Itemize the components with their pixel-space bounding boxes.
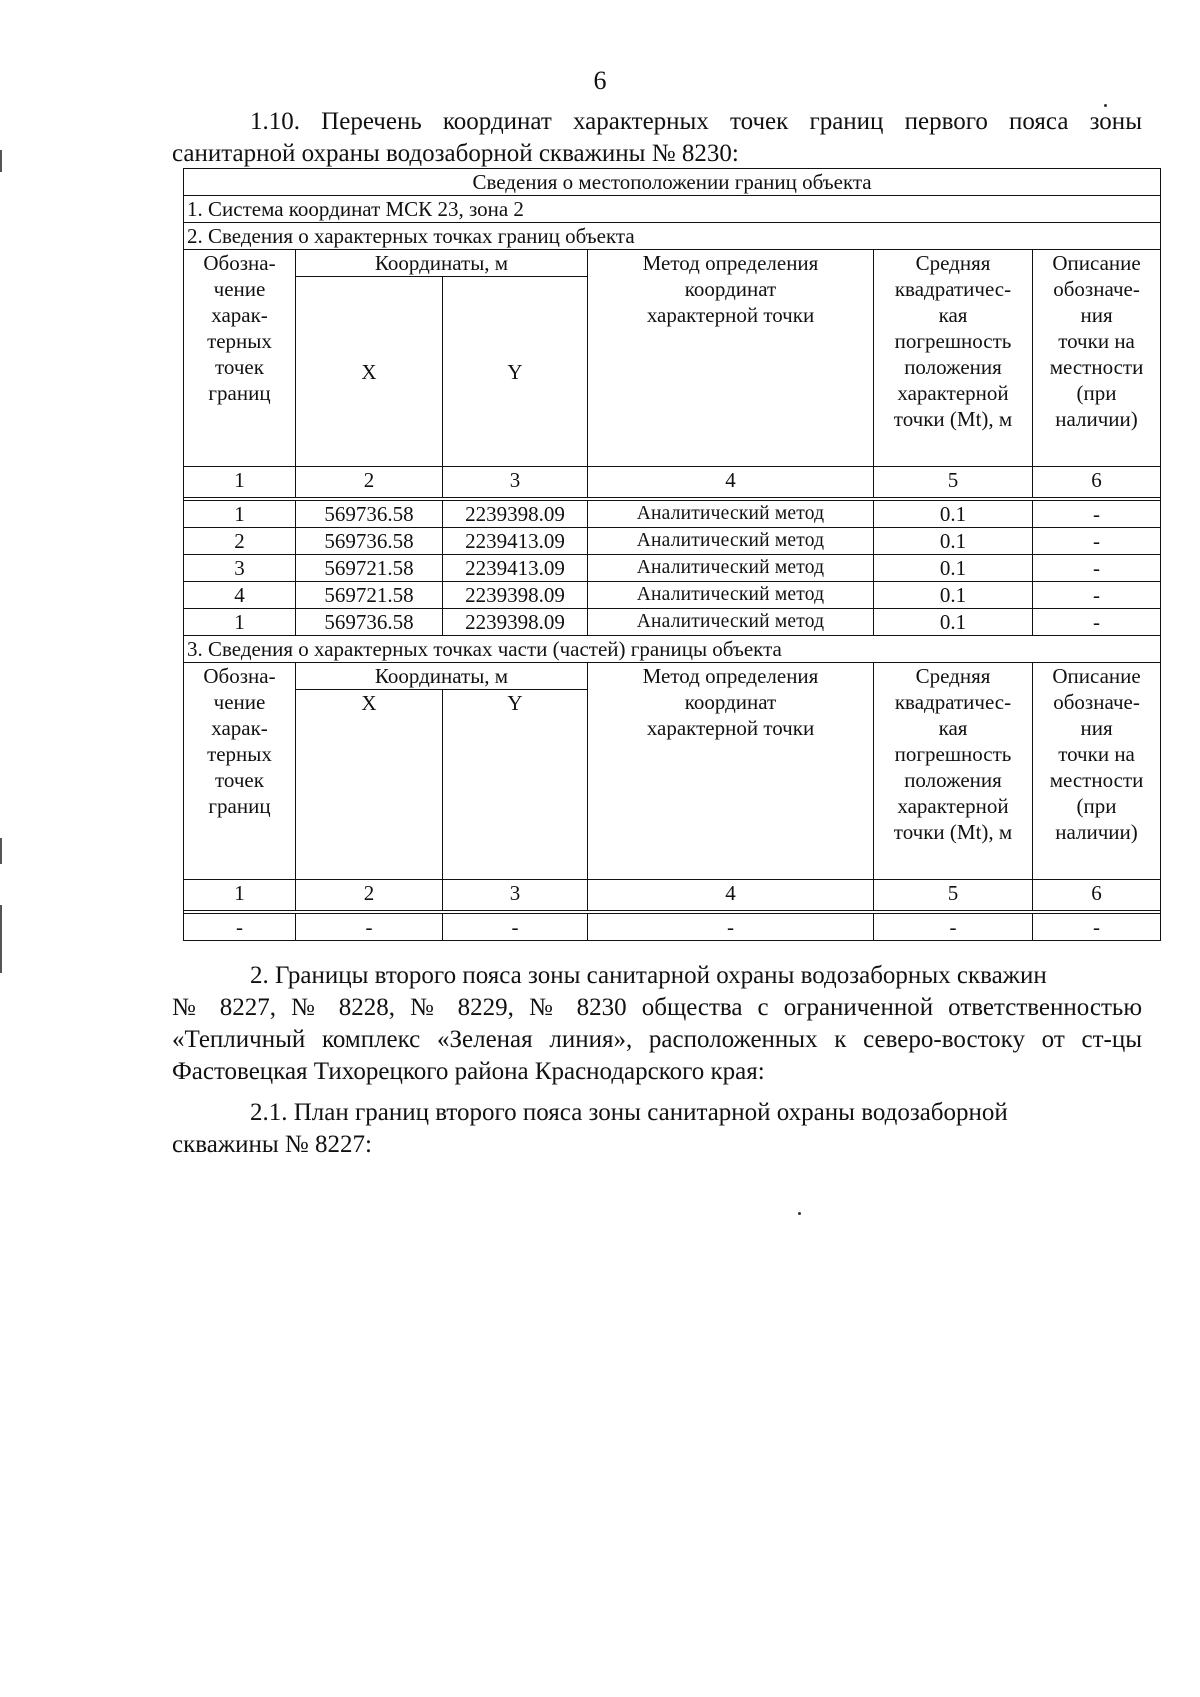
table-title: Сведения о местоположении границ объекта — [184, 169, 1161, 196]
header-coordinates: Координаты, м — [296, 663, 588, 690]
description-cell: - — [1033, 609, 1161, 636]
y-cell: 2239398.09 — [443, 609, 588, 636]
table-row — [184, 914, 1161, 941]
header-x: X — [296, 690, 443, 880]
column-number: 2 — [296, 880, 443, 911]
x-cell: 569721.58 — [296, 555, 443, 582]
column-number: 5 — [874, 467, 1033, 498]
description-cell: - — [1033, 501, 1161, 528]
paragraph-plan — [172, 1097, 1142, 1161]
scan-edge-mark — [0, 150, 2, 172]
coordinates-table — [183, 168, 1161, 941]
description-cell: - — [1033, 528, 1161, 555]
error-cell: 0.1 — [874, 582, 1033, 609]
point-cell: - — [184, 914, 296, 941]
column-number: 1 — [184, 467, 296, 498]
header-coordinates: Координаты, м — [296, 250, 588, 277]
heading-line-2: санитарной охраны водозаборной скважины № 8230: — [172, 140, 739, 167]
scan-edge-mark — [0, 838, 2, 864]
scan-speck — [798, 1212, 801, 1215]
error-cell: 0.1 — [874, 528, 1033, 555]
y-cell: 2239413.09 — [443, 555, 588, 582]
description-cell: - — [1033, 914, 1161, 941]
paragraph-plan-rest: скважины № 8227: — [172, 1131, 372, 1158]
table-row — [184, 501, 1161, 528]
header-point: Обозна- чение харак- терных точек границ — [184, 250, 296, 467]
method-cell: Аналитический метод — [588, 528, 874, 555]
header-error: Средняя квадратичес- кая погрешность положения характерной точки (Mt), м — [874, 250, 1033, 467]
description-cell: - — [1033, 555, 1161, 582]
heading-line-1: 1.10. Перечень координат характерных точек границ первого пояса зоны — [250, 108, 1142, 135]
y-cell: 2239413.09 — [443, 528, 588, 555]
table-row — [184, 582, 1161, 609]
header-y: Y — [443, 690, 588, 880]
y-cell: 2239398.09 — [443, 501, 588, 528]
scan-speck — [1104, 104, 1107, 107]
x-cell: 569721.58 — [296, 582, 443, 609]
x-cell: 569736.58 — [296, 501, 443, 528]
header-error: Средняя квадратичес- кая погрешность положения характерной точки (Mt), м — [874, 663, 1033, 880]
error-cell: - — [874, 914, 1033, 941]
description-cell: - — [1033, 582, 1161, 609]
x-cell: 569736.58 — [296, 609, 443, 636]
column-number: 3 — [443, 467, 588, 498]
table-row — [184, 555, 1161, 582]
paragraph-second-zone — [172, 960, 1142, 1088]
header-method: Метод определения координат характерной точки — [588, 250, 874, 467]
point-cell: 4 — [184, 582, 296, 609]
point-cell: 1 — [184, 609, 296, 636]
column-number: 6 — [1033, 467, 1161, 498]
x-cell: 569736.58 — [296, 528, 443, 555]
table-row — [184, 528, 1161, 555]
column-number: 5 — [874, 880, 1033, 911]
page-number: 6 — [593, 66, 607, 95]
column-number: 3 — [443, 880, 588, 911]
header-method: Метод определения координат характерной точки — [588, 663, 874, 880]
point-cell: 2 — [184, 528, 296, 555]
method-cell: Аналитический метод — [588, 555, 874, 582]
column-number: 1 — [184, 880, 296, 911]
header-point: Обозна- чение харак- терных точек границ — [184, 663, 296, 880]
header-y: Y — [443, 277, 588, 467]
column-number: 2 — [296, 467, 443, 498]
header-x: X — [296, 277, 443, 467]
paragraph-second-zone-line1: 2. Границы второго пояса зоны санитарной охраны водозаборных скважин — [250, 962, 1047, 989]
point-cell: 3 — [184, 555, 296, 582]
table-row — [184, 609, 1161, 636]
part-points-section-row: 3. Сведения о характерных точках части (частей) границы объекта — [184, 636, 1161, 663]
method-cell: Аналитический метод — [588, 582, 874, 609]
section-heading — [172, 106, 1142, 170]
header-description: Описание обозначе- ния точки на местности (при наличии) — [1033, 250, 1161, 467]
x-cell: - — [296, 914, 443, 941]
error-cell: 0.1 — [874, 501, 1033, 528]
column-number: 4 — [588, 880, 874, 911]
method-cell: Аналитический метод — [588, 501, 874, 528]
paragraph-second-zone-rest: № 8227, № 8228, № 8229, № 8230 общества с ограниченной ответственностью «Тепличный комплекс «Зеленая линия», расположенных к северо-востоку от ст-цы Фастовецкая Тихорецкого района Краснодарского края: — [172, 994, 1142, 1085]
column-number: 4 — [588, 467, 874, 498]
method-cell: Аналитический метод — [588, 609, 874, 636]
error-cell: 0.1 — [874, 609, 1033, 636]
points-section-row: 2. Сведения о характерных точках границ объекта — [184, 223, 1161, 250]
point-cell: 1 — [184, 501, 296, 528]
error-cell: 0.1 — [874, 555, 1033, 582]
header-description: Описание обозначе- ния точки на местности (при наличии) — [1033, 663, 1161, 880]
y-cell: - — [443, 914, 588, 941]
y-cell: 2239398.09 — [443, 582, 588, 609]
column-number: 6 — [1033, 880, 1161, 911]
scan-edge-mark — [0, 905, 2, 973]
method-cell: - — [588, 914, 874, 941]
paragraph-plan-line1: 2.1. План границ второго пояса зоны санитарной охраны водозаборной — [250, 1099, 1008, 1126]
coordinate-system-row: 1. Система координат МСК 23, зона 2 — [184, 196, 1161, 223]
